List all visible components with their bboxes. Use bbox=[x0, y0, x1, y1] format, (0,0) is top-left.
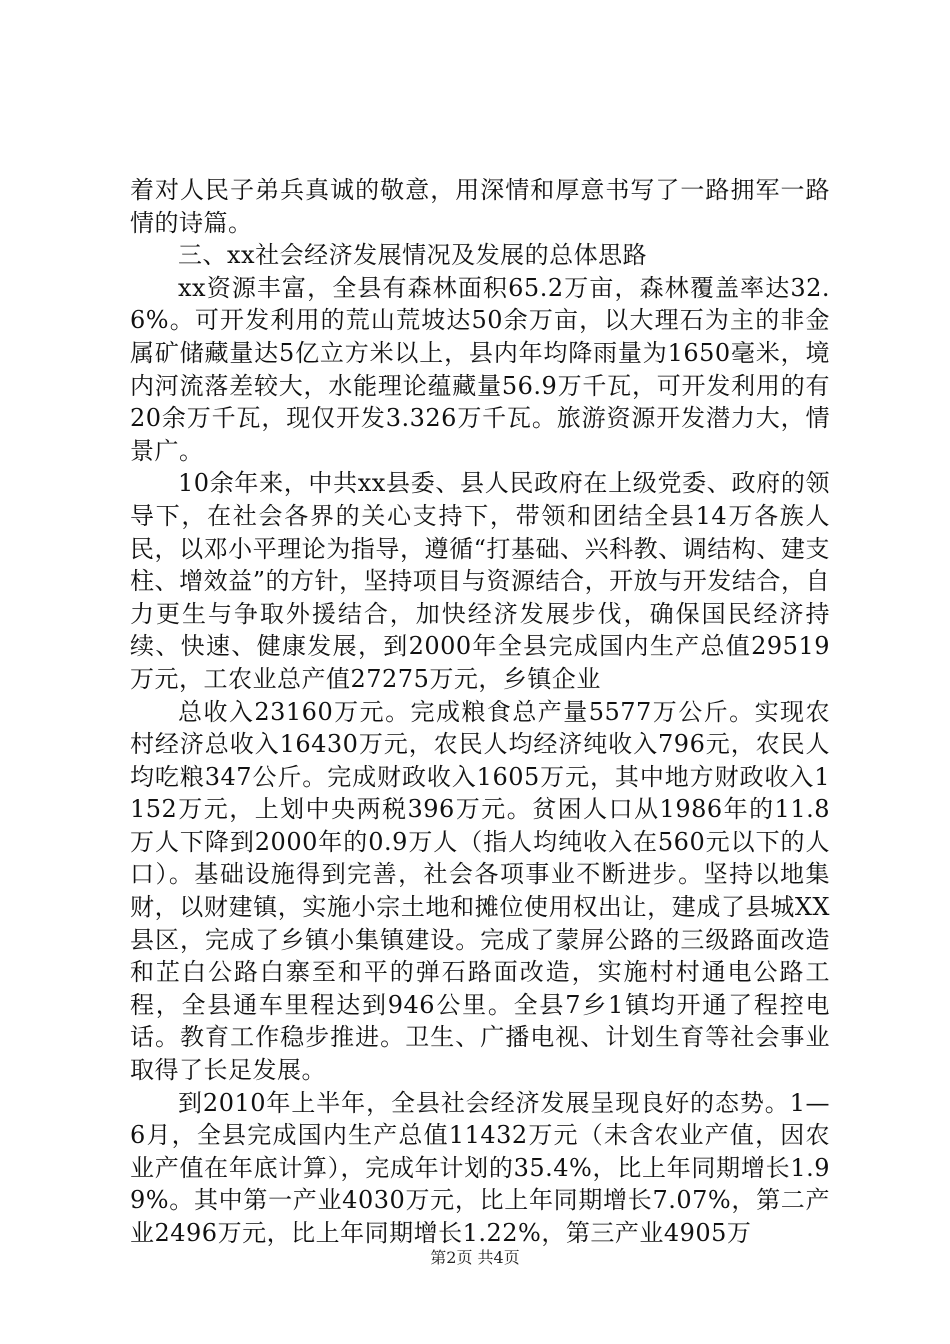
document-body bbox=[130, 174, 830, 1250]
page-footer: 第2页 共4页 bbox=[430, 1248, 520, 1267]
paragraph-income: 总收入23160万元。完成粮食总产量5577万公斤。实现农村经济总收入16430万元，农民人均经济纯收入796元，农民人均吃粮347公斤。完成财政收入1605万元，其中地方财政收入1152万元，上划中央两税396万元。贫困人口从1986年的11.8万人下降到2000年的0.9万人（指人均纯收入在560元以下的人口）。基础设施得到完善，社会各项事业不断进步。坚持以地集财，以财建镇，实施小宗土地和摊位使用权出让，建成了县城XX县区，完成了乡镇小集镇建设。完成了蒙屏公路的三级路面改造和芷白公路白寨至和平的弹石路面改造，实施村村通电公路工程，全县通车里程达到946公里。全县7乡1镇均开通了程控电话。教育工作稳步推进。卫生、广播电视、计划生育等社会事业取得了长足发展。 bbox=[130, 697, 830, 1085]
paragraph-continuation: 着对人民子弟兵真诚的敬意，用深情和厚意书写了一路拥军一路情的诗篇。 bbox=[130, 176, 830, 237]
paragraph-development: 10余年来，中共xx县委、县人民政府在上级党委、政府的领导下，在社会各界的关心支持下，带领和团结全县14万各族人民，以邓小平理论为指导，遵循“打基础、兴科教、调结构、建支柱、增效益”的方针，坚持项目与资源结合，开放与开发结合，自力更生与争取外援结合，加快经济发展步伐，确保国民经济持续、快速、健康发展，到2000年全县完成国内生产总值29519万元，工农业总产值27275万元，乡镇企业 bbox=[130, 469, 830, 693]
paragraph-resources: xx资源丰富，全县有森林面积65.2万亩，森林覆盖率达32.6%。可开发利用的荒山荒坡达50余万亩，以大理石为主的非金属矿储藏量达5亿立方米以上，县内年均降雨量为1650毫米，境内河流落差较大，水能理论蕴藏量56.9万千瓦，可开发利用的有20余万千瓦，现仅开发3.326万千瓦。旅游资源开发潜力大，情景广。 bbox=[130, 273, 830, 465]
section-heading: 三、xx社会经济发展情况及发展的总体思路 bbox=[178, 241, 648, 270]
paragraph-2010: 到2010年上半年，全县社会经济发展呈现良好的态势。1—6月，全县完成国内生产总值11432万元（未含农业产值，因农业产值在年底计算），完成年计划的35.4%，比上年同期增长1.99%。其中第一产业4030万元，比上年同期增长7.07%，第二产业2496万元，比上年同期增长1.22%，第三产业4905万 bbox=[130, 1088, 830, 1247]
